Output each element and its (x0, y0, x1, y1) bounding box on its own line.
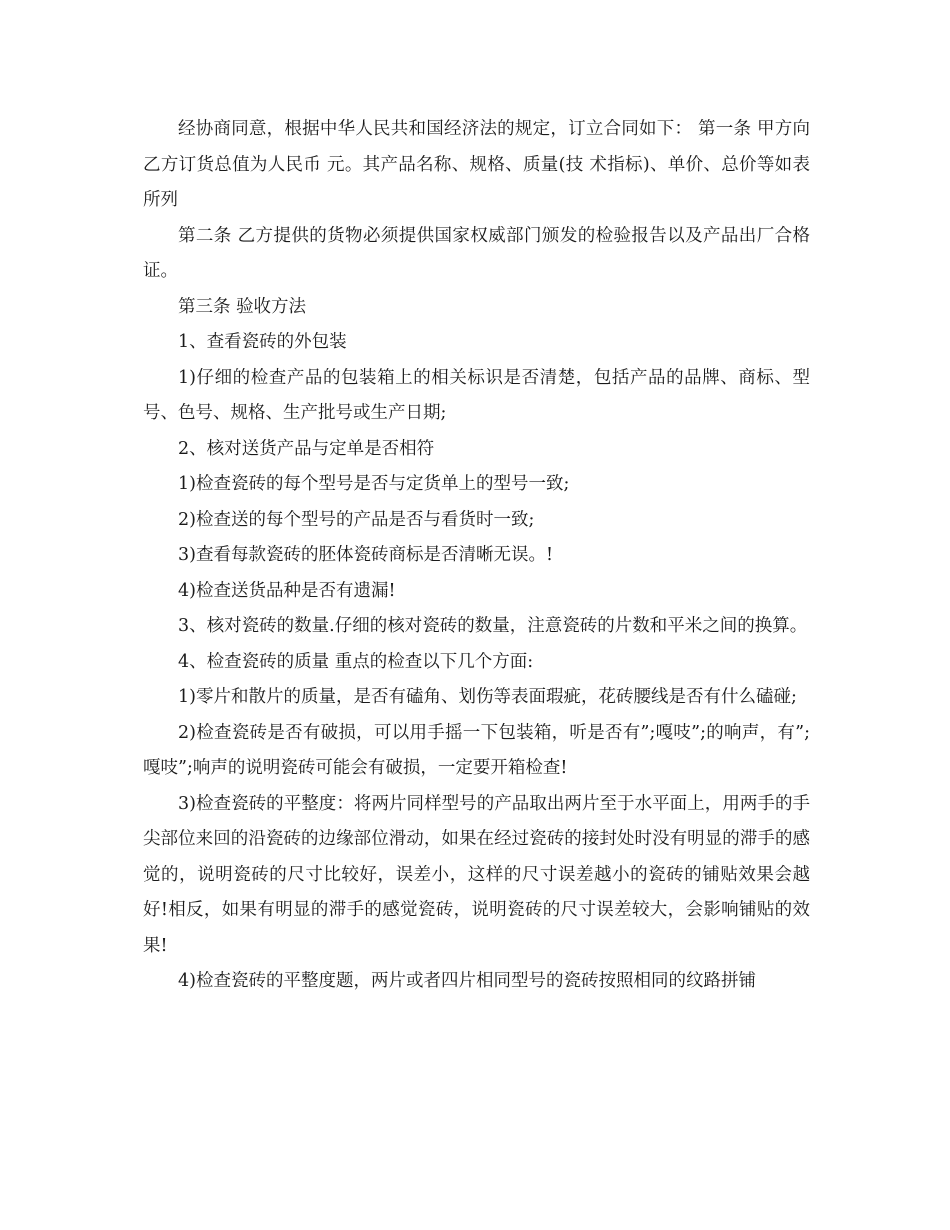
paragraph-item: 4)检查送货品种是否有遗漏! (178, 580, 396, 601)
paragraph-item: 2)检查送的每个型号的产品是否与看货时一致; (178, 509, 535, 530)
paragraph-intro: 经协商同意，根据中华人民共和国经济法的规定，订立合同如下： 第一条 甲方向乙方订货总值为人民币 元。其产品名称、规格、质量(技 术指标)、单价、总价等如表所列 (143, 119, 810, 210)
paragraph-item: 3)检查瓷砖的平整度：将两片同样型号的产品取出两片至于水平面上，用两手的手尖部位来回的沿瓷砖的边缘部位滑动，如果在经过瓷砖的接封处时没有明显的滞手的感觉的，说明瓷砖的尺寸比较好，误差小，这样的尺寸误差越小的瓷砖的铺贴效果会越好!相反，如果有明显的滞手的感觉瓷砖，说明瓷砖的尺寸误差较大，会影响铺贴的效果! (143, 793, 810, 956)
paragraph-section-4: 4、检查瓷砖的质量 重点的检查以下几个方面: (178, 651, 534, 672)
paragraph-item: 2)检查瓷砖是否有破损，可以用手摇一下包装箱，听是否有”;嘎吱”;的响声，有”;嘎吱”;响声的说明瓷砖可能会有破损，一定要开箱检查! (143, 722, 810, 778)
document-body (143, 112, 810, 1000)
paragraph-section-1: 1、查看瓷砖的外包装 (178, 332, 347, 352)
paragraph-item: 4)检查瓷砖的平整度题，两片或者四片相同型号的瓷砖按照相同的纹路拼铺 (178, 971, 756, 991)
paragraph-item: 1)仔细的检查产品的包装箱上的相关标识是否清楚，包括产品的品牌、商标、型号、色号、规格、生产批号或生产日期; (143, 367, 810, 423)
paragraph-article-2: 第二条 乙方提供的货物必须提供国家权威部门颁发的检验报告以及产品出厂合格证。 (143, 225, 810, 281)
paragraph-item: 1)零片和散片的质量，是否有磕角、划伤等表面瑕疵，花砖腰线是否有什么磕碰; (178, 687, 797, 707)
paragraph-section-2: 2、核对送货产品与定单是否相符 (178, 438, 435, 459)
paragraph-item: 1)检查瓷砖的每个型号是否与定货单上的型号一致; (178, 474, 570, 494)
paragraph-item: 3)查看每款瓷砖的胚体瓷砖商标是否清晰无误。! (178, 545, 553, 565)
paragraph-section-3: 3、核对瓷砖的数量.仔细的核对瓷砖的数量，注意瓷砖的片数和平米之间的换算。 (178, 616, 808, 636)
paragraph-article-3-heading: 第三条 验收方法 (178, 296, 307, 317)
